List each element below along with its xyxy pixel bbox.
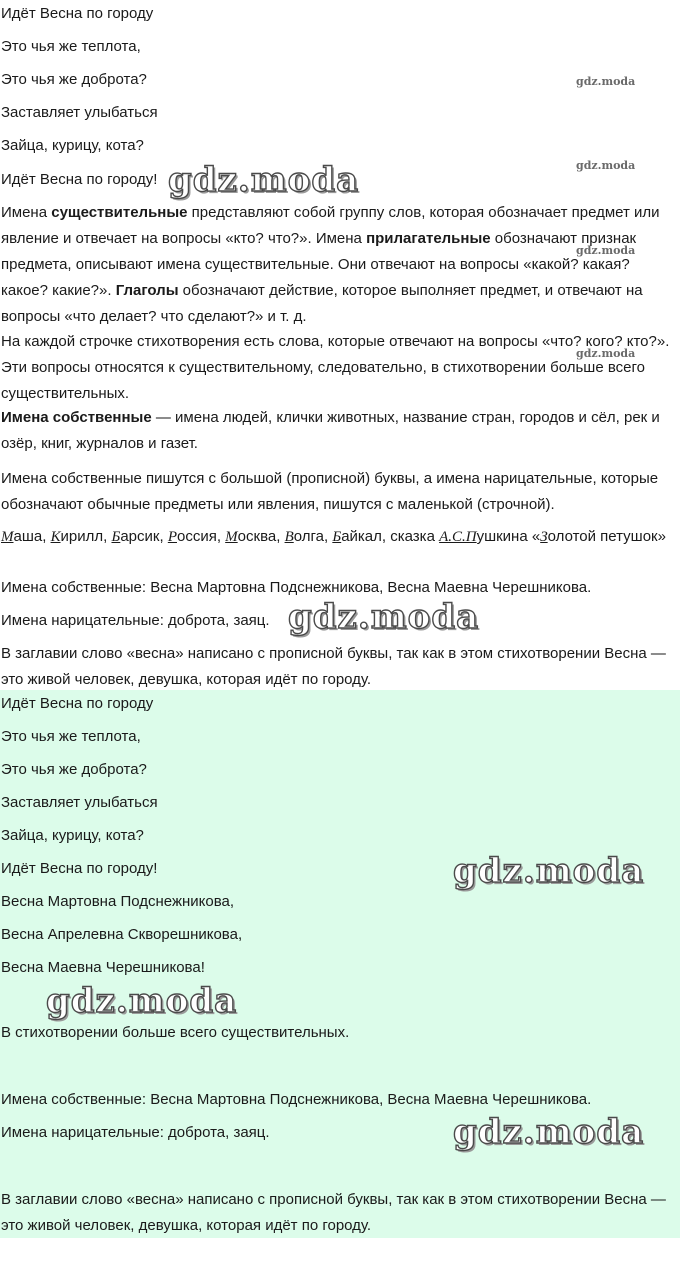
watermark-logo: gdz.moda	[288, 597, 480, 637]
poem-line: Это чья же доброта?	[1, 761, 147, 778]
poem-line: Идёт Весна по городу!	[1, 171, 158, 188]
poem-line: Заставляет улыбаться	[1, 104, 158, 121]
paragraph-parts-of-speech: Имена существительные представляют собой группу слов, которая обозначает предмет или явление и отвечает на вопросы «кто? что?». Имена прилагательные обозначают признак предмета, описывают имена существительные. Они отвечают на вопросы «какой? какая? какое? какие?». Глаголы обозначают действие, которое выполняет предмет, и отвечают на вопросы «что делает? что сделают?» и т. д.	[1, 204, 660, 325]
poem-line: Это чья же теплота,	[1, 38, 141, 55]
watermark-logo: gdz.moda	[453, 1112, 645, 1152]
watermark-logo: gdz.moda	[46, 981, 238, 1021]
proper-names-answer: Имена собственные: Весна Мартовна Подснежникова, Весна Маевна Черешникова.	[1, 579, 592, 596]
poem-line: Идёт Весна по городу	[1, 695, 154, 712]
watermark-logo: gdz.moda	[453, 851, 645, 891]
poem-line: Зайца, курицу, кота?	[1, 827, 144, 844]
paragraph-questions: На каждой строчке стихотворения есть слова, которые отвечают на вопросы «что? кого? кто?». Эти вопросы относятся к существительному, следовательно, в стихотворении больше всего существительных.	[1, 333, 670, 402]
poem-line: Идёт Весна по городу!	[1, 860, 158, 877]
examples-line: Маша, Кирилл, Барсик, Россия, Москва, Волга, Байкал, сказка А.С.Пушкина «Золотой петушок»	[1, 528, 666, 545]
common-names-answer: Имена нарицательные: доброта, заяц.	[1, 612, 270, 629]
poem-line: Это чья же доброта?	[1, 71, 147, 88]
watermark-logo: gdz.moda	[168, 160, 360, 200]
watermark-small: gdz.moda	[576, 347, 636, 360]
poem-line: Весна Апрелевна Скворешникова,	[1, 926, 243, 943]
poem-line: Весна Маевна Черешникова!	[1, 959, 205, 976]
paragraph-capitalization: Имена собственные пишутся с большой (прописной) буквы, а имена нарицательные, которые обозначают обычные предметы или явления, пишутся с маленькой (строчной).	[1, 470, 659, 513]
green-answer-1: В стихотворении больше всего существительных.	[1, 1024, 350, 1041]
watermark-small: gdz.moda	[576, 244, 636, 257]
green-answer-4: В заглавии слово «весна» написано с прописной буквы, так как в этом стихотворении Весна — это живой человек, девушка, которая идёт по городу.	[1, 1191, 666, 1234]
green-answer-3: Имена нарицательные: доброта, заяц.	[1, 1124, 270, 1141]
watermark-small: gdz.moda	[576, 159, 636, 172]
poem-line: Это чья же теплота,	[1, 728, 141, 745]
green-answer-2: Имена собственные: Весна Мартовна Подснежникова, Весна Маевна Черешникова.	[1, 1091, 592, 1108]
poem-line: Зайца, курицу, кота?	[1, 137, 144, 154]
watermark-small: gdz.moda	[576, 75, 636, 88]
poem-line: Идёт Весна по городу	[1, 5, 154, 22]
title-explanation: В заглавии слово «весна» написано с прописной буквы, так как в этом стихотворении Весна — это живой человек, девушка, которая идёт по городу.	[1, 645, 666, 688]
paragraph-proper-names: Имена собственные — имена людей, клички животных, название стран, городов и сёл, рек и озёр, книг, журналов и газет.	[1, 409, 660, 452]
poem-line: Заставляет улыбаться	[1, 794, 158, 811]
poem-line: Весна Мартовна Подснежникова,	[1, 893, 235, 910]
